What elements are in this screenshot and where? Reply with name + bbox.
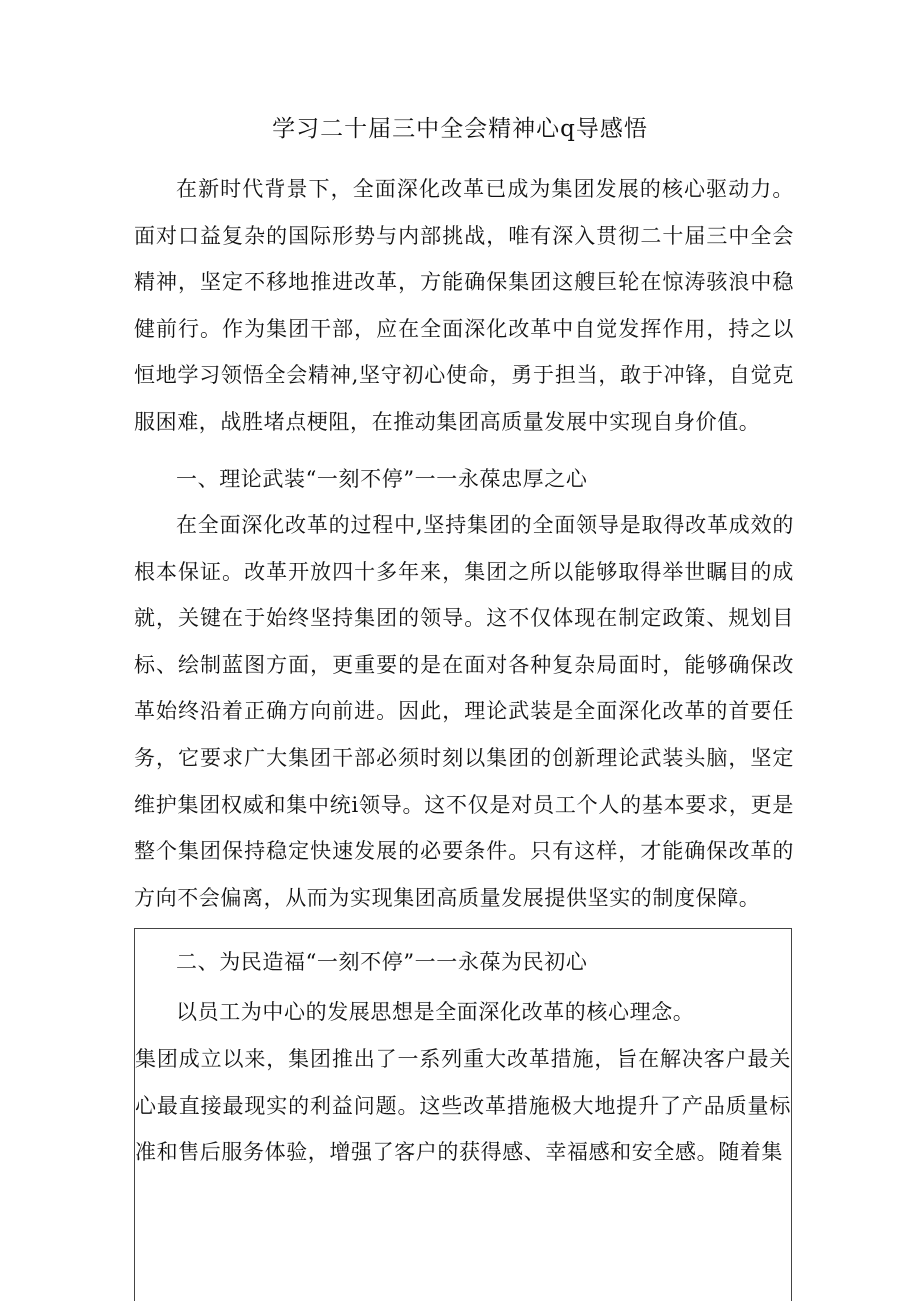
intro-paragraph: 在新时代背景下，全面深化改革已成为集团发展的核心驱动力。面对口益复杂的国际形势与内部挑战，唯有深入贯彻二十届三中全会精神，坚定不移地推进改革，方能确保集团这艘巨轮在惊涛骇浪中稳健前行。作为集团干部，应在全面深化改革中自觉发挥作用，持之以恒地学习领悟全会精神,坚守初心使命，勇于担当，敢于冲锋，自觉克服困难，战胜堵点梗阻，在推动集团高质量发展中实现自身价值。 [134, 177, 794, 434]
section-2-paragraph: 集团成立以来，集团推出了一系列重大改革措施，旨在解决客户最关心最直接最现实的利益问题。这些改革措施极大地提升了产品质量标准和售后服务体验，增强了客户的获得感、幸福感和安全感。随着集 [135, 1047, 791, 1164]
document-title: 学习二十届三中全会精神心q导感悟 [272, 116, 648, 142]
section-2-box [134, 928, 792, 1301]
section-1-heading: 一、理论武装“一刻不停”一一永葆忠厚之心 [176, 467, 588, 491]
section-1-paragraph: 在全面深化改革的过程中,坚持集团的全面领导是取得改革成效的根本保证。改革开放四十多年来，集团之所以能够取得举世瞩目的成就，关键在于始终坚持集团的领导。这不仅体现在制定政策、规划目标、绘制蓝图方面，更重要的是在面对各种复杂局面时，能够确保改革始终沿着正确方向前进。因此，理论武装是全面深化改革的首要任务，它要求广大集团干部必须时刻以集团的创新理论武装头脑，坚定维护集团权威和集中统i领导。这不仅是对员工个人的基本要求，更是整个集团保持稳定快速发展的必要条件。只有这样，才能确保改革的方向不会偏离，从而为实现集团高质量发展提供坚实的制度保障。 [134, 513, 794, 910]
section-2-first-line: 以员工为中心的发展思想是全面深化改革的核心理念。 [176, 1000, 695, 1024]
section-2-heading: 二、为民造福“一刻不停”一一永葆为民初心 [176, 950, 588, 974]
